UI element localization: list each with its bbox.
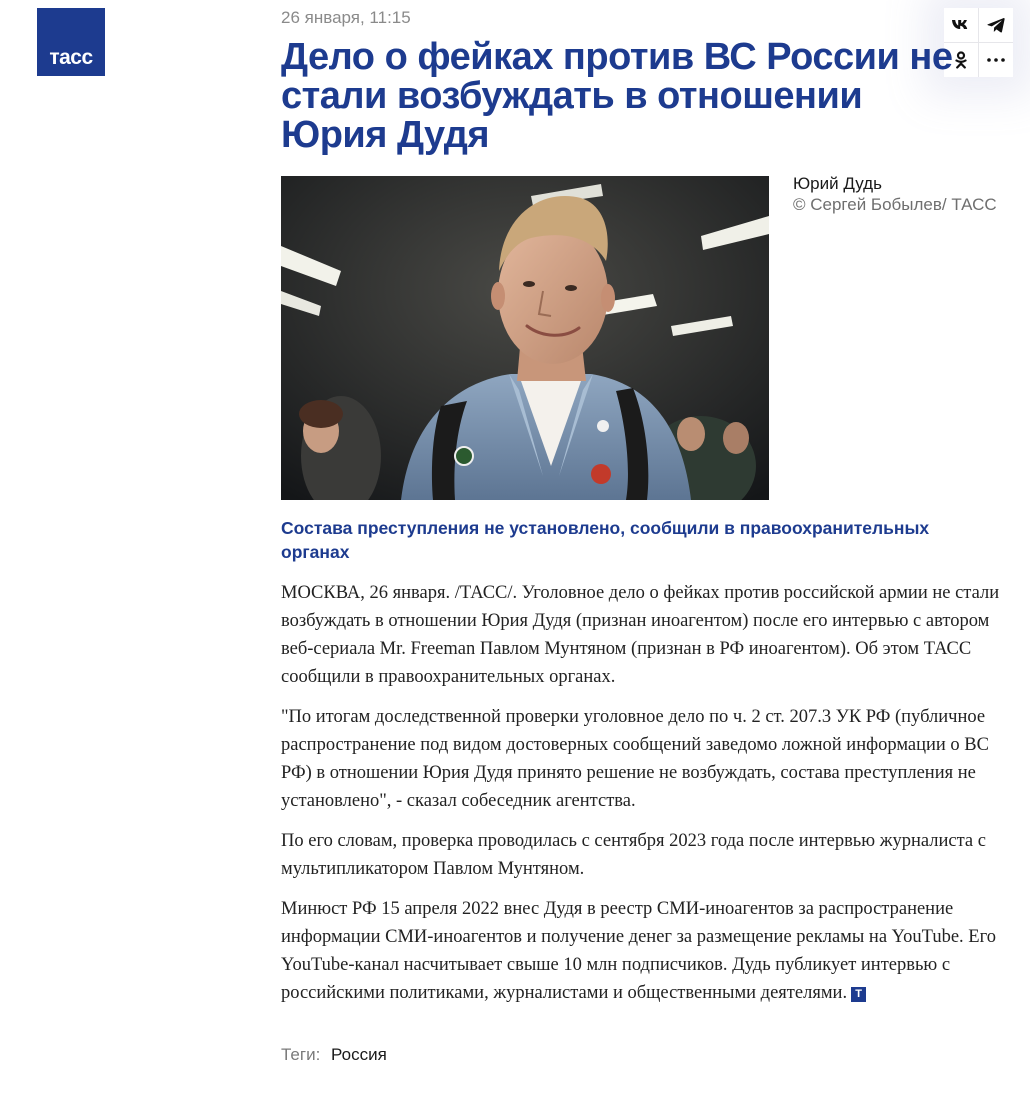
article-photo[interactable] — [281, 176, 769, 500]
article-paragraph: "По итогам доследственной проверки уголовное дело по ч. 2 ст. 207.3 УК РФ (публичное распространение под видом достоверных сообщений заведомо ложной информации о ВС РФ) в отношении Юрия Дудя принято решение не возбуждать, состава преступления не установлено", - сказал собеседник агентства. — [281, 707, 989, 811]
photo-credit: © Сергей Бобылев/ ТАСС — [793, 195, 997, 214]
article-paragraph: По его словам, проверка проводилась с сентября 2023 года после интервью журналиста с мультипликатором Павлом Мунтяном. — [281, 831, 986, 879]
article-paragraph: МОСКВА, 26 января. /ТАСС/. Уголовное дело о фейках против российской армии не стали возбуждать в отношении Юрия Дудя (признан иноагентом) после его интервью с автором веб-сериала Mr. Freeman Павлом Мунтяном (признан в РФ иноагентом). Об этом ТАСС сообщили в правоохранительных органах. — [281, 583, 1000, 687]
article-title: Дело о фейках против ВС России не стали возбуждать в отношении Юрия Дудя — [281, 36, 953, 156]
portrait-image — [281, 176, 769, 500]
publish-date: 26 января, 11:15 — [281, 8, 411, 27]
photo-caption — [793, 173, 1023, 215]
article-body — [281, 579, 1006, 1019]
share-telegram-button[interactable] — [979, 8, 1013, 42]
more-icon — [987, 58, 1005, 62]
share-more-button[interactable] — [979, 43, 1013, 77]
article-paragraph-text: Минюст РФ 15 апреля 2022 внес Дудя в реестр СМИ-иноагентов за распространение информации СМИ-иноагентов и получение денег за размещение рекламы на YouTube. Его YouTube-канал насчитывает свыше 10 млн подписчиков. Дудь публикует интервью с российскими политиками, журналистами и общественными деятелями. — [281, 899, 996, 1003]
telegram-icon — [987, 17, 1005, 33]
vk-icon — [951, 19, 971, 31]
tass-end-mark-icon: Т — [851, 987, 866, 1002]
tags-label: Теги: — [281, 1045, 321, 1064]
photo-caption-name: Юрий Дудь — [793, 174, 882, 193]
tass-logo[interactable] — [37, 8, 105, 76]
article-paragraph — [281, 895, 1006, 1007]
tags-row — [281, 1045, 387, 1065]
article-lead: Состава преступления не установлено, сообщили в правоохранительных органах — [281, 518, 930, 562]
tag-link[interactable]: Россия — [331, 1045, 387, 1064]
logo-text: тасс — [49, 46, 93, 69]
